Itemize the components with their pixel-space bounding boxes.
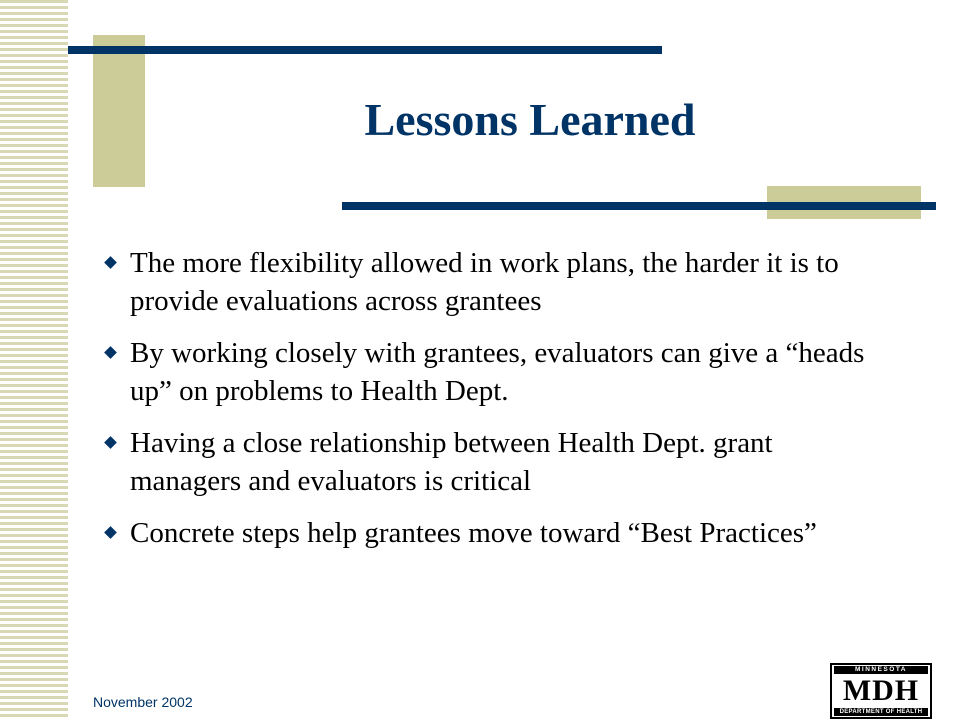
decorative-bar-top bbox=[68, 46, 662, 54]
logo-main-text: MDH bbox=[842, 674, 920, 707]
decorative-tan-block-left bbox=[93, 35, 145, 187]
footer-date: November 2002 bbox=[93, 694, 193, 710]
bullet-item bbox=[100, 424, 890, 500]
diamond-bullet-icon bbox=[104, 256, 117, 269]
bullet-list bbox=[100, 244, 890, 566]
logo-top-text: MINNESOTA bbox=[834, 666, 928, 674]
diamond-bullet-icon bbox=[104, 346, 117, 359]
slide-title: Lessons Learned bbox=[364, 94, 696, 145]
bullet-text: Concrete steps help grantees move toward “Best Practices” bbox=[130, 517, 817, 549]
logo-bottom-text: DEPARTMENT OF HEALTH bbox=[834, 708, 928, 716]
decorative-bar-bottom bbox=[342, 202, 936, 210]
bullet-item bbox=[100, 244, 890, 320]
bullet-text: The more flexibility allowed in work plans, the harder it is to provide evaluations across grantees bbox=[130, 247, 839, 317]
bullet-text: Having a close relationship between Health Dept. grant managers and evaluators is critical bbox=[130, 427, 773, 497]
diamond-bullet-icon bbox=[104, 436, 117, 449]
bullet-item bbox=[100, 514, 890, 552]
bullet-item bbox=[100, 334, 890, 410]
decorative-stripes bbox=[0, 0, 68, 720]
bullet-text: By working closely with grantees, evaluators can give a “heads up” on problems to Health Dept. bbox=[130, 337, 865, 407]
mdh-logo bbox=[830, 663, 932, 719]
diamond-bullet-icon bbox=[104, 526, 117, 539]
